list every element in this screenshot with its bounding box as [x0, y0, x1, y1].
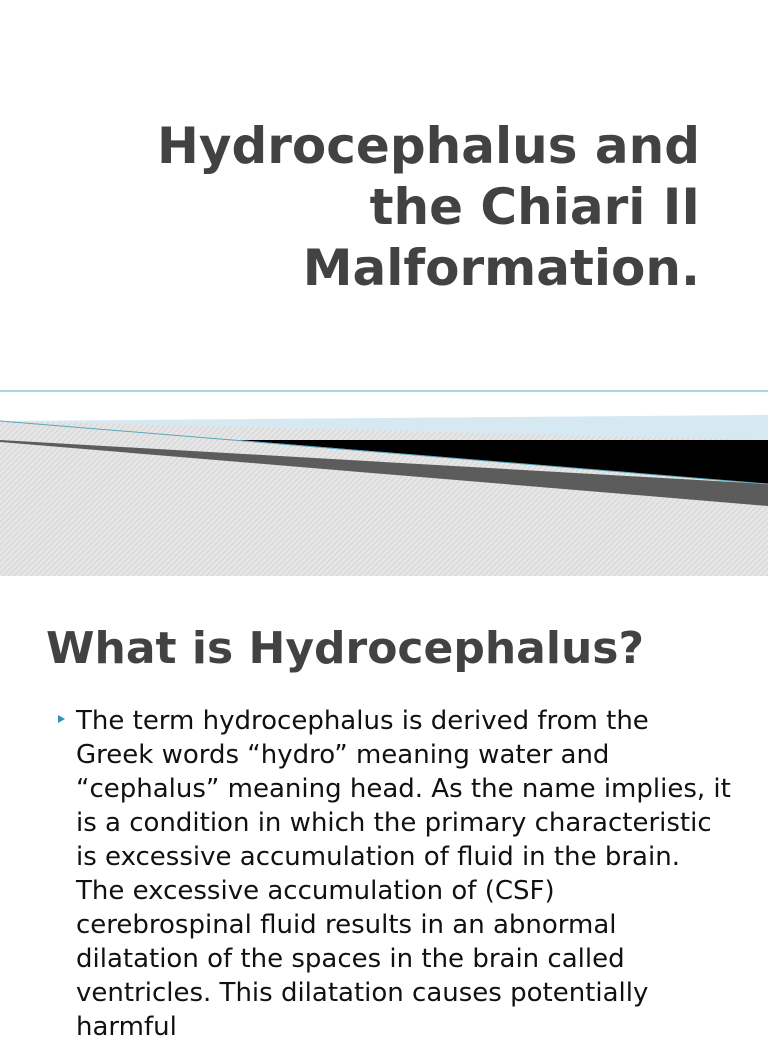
content-heading: What is Hydrocephalus?	[46, 623, 644, 674]
slide-title	[60, 116, 700, 299]
title-line-2: the Chiari II	[369, 178, 700, 236]
bullet-arrow-icon	[58, 715, 65, 723]
title-line-3: Malformation.	[302, 239, 700, 297]
bullet-list	[54, 704, 734, 1044]
title-line-1: Hydrocephalus and	[157, 117, 700, 175]
bullet-text: The term hydrocephalus is derived from the Greek words “hydro” meaning water and “cephalus” meaning head. As the name implies, it is a condition in which the primary characteristic is excessive accumulation of fluid in the brain. The excessive accumulation of (CSF) cerebrospinal fluid results in an abnormal dilatation of the spaces in the brain called ventricles. This dilatation causes potentially harmful	[76, 706, 731, 1042]
content-slide	[0, 576, 768, 1042]
bullet-item	[54, 704, 734, 1044]
decorative-bands	[0, 380, 768, 576]
